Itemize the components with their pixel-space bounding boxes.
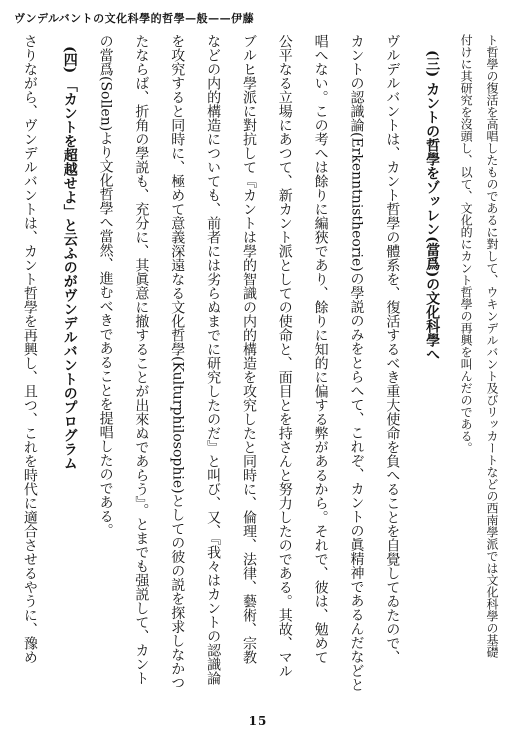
section-4-heading: (四) 「カントを超越せよ」と云ふのがヴンデルバントのプログラム	[61, 46, 78, 471]
page-number: 15	[248, 714, 268, 728]
section-3-line: 公平なる立場にあつて、新カント派としての使命と、面目とを持さんと努力したのである。其故、マル	[276, 34, 293, 678]
section-3-line: ブルヒ學派に對抗して『カントは學的智識の内的構造を攻究したと同時に、倫理、法律、藝術、宗教	[240, 34, 257, 664]
vertical-body-text	[12, 34, 502, 710]
section-3-line: を攻究すると同時に、極めて意義深遠なる文化哲學(Kulturphilosophie)としての彼の説を探求しなかつ	[169, 34, 186, 690]
section-3-line: ヴルデルバントは、カント哲學の體系を、復活するべき重大使命を負へることを自覺してゐたので、	[384, 34, 401, 664]
footnote-line: 付けに其研究を沒頭し、以て、文化的にカント哲學の再興を叫んだのである。	[459, 34, 474, 454]
section-3-line: カントの認識論(Erkenntnistheorie)の學説のみをとらへて、これぞ、カントの眞精神であるんだなどと	[348, 34, 365, 692]
section-3-heading: (三) カントの哲學をゾッレン(當爲)の文化科學へ	[424, 50, 441, 362]
running-head: ヴンデルバントの文化科學的哲學—般——伊藤	[14, 12, 255, 25]
section-3-line: の當爲(Sollen)より文化哲學へ當然、進むべきであることを提唱したのである。	[97, 34, 114, 538]
section-3-line: 唱へない。この考へは餘りに編狹であり、餘りに知的に偏する弊があるから。それで、彼は、勉めて	[312, 34, 329, 664]
section-4-line: さりながら、ヴンデルバントは、カント哲學を再興し、且つ、これを時代に適合させるやうに、豫め	[21, 34, 38, 664]
section-3-line: たならば、折角の學説も、充分に、其眞意に撤することが出來ぬであらう』。とまでも强説して、カント	[133, 34, 150, 685]
section-3-line: などの内的構造についても、前者には劣らぬまでに研究したのだ』と叫び、又、『我々はカントの認識論	[205, 34, 222, 685]
footnote-line: ト哲學の復活を高唱したものであるに對して、ウキンデルバント及びリッカートなどの西南學派では文化科學の基礎	[485, 34, 499, 658]
